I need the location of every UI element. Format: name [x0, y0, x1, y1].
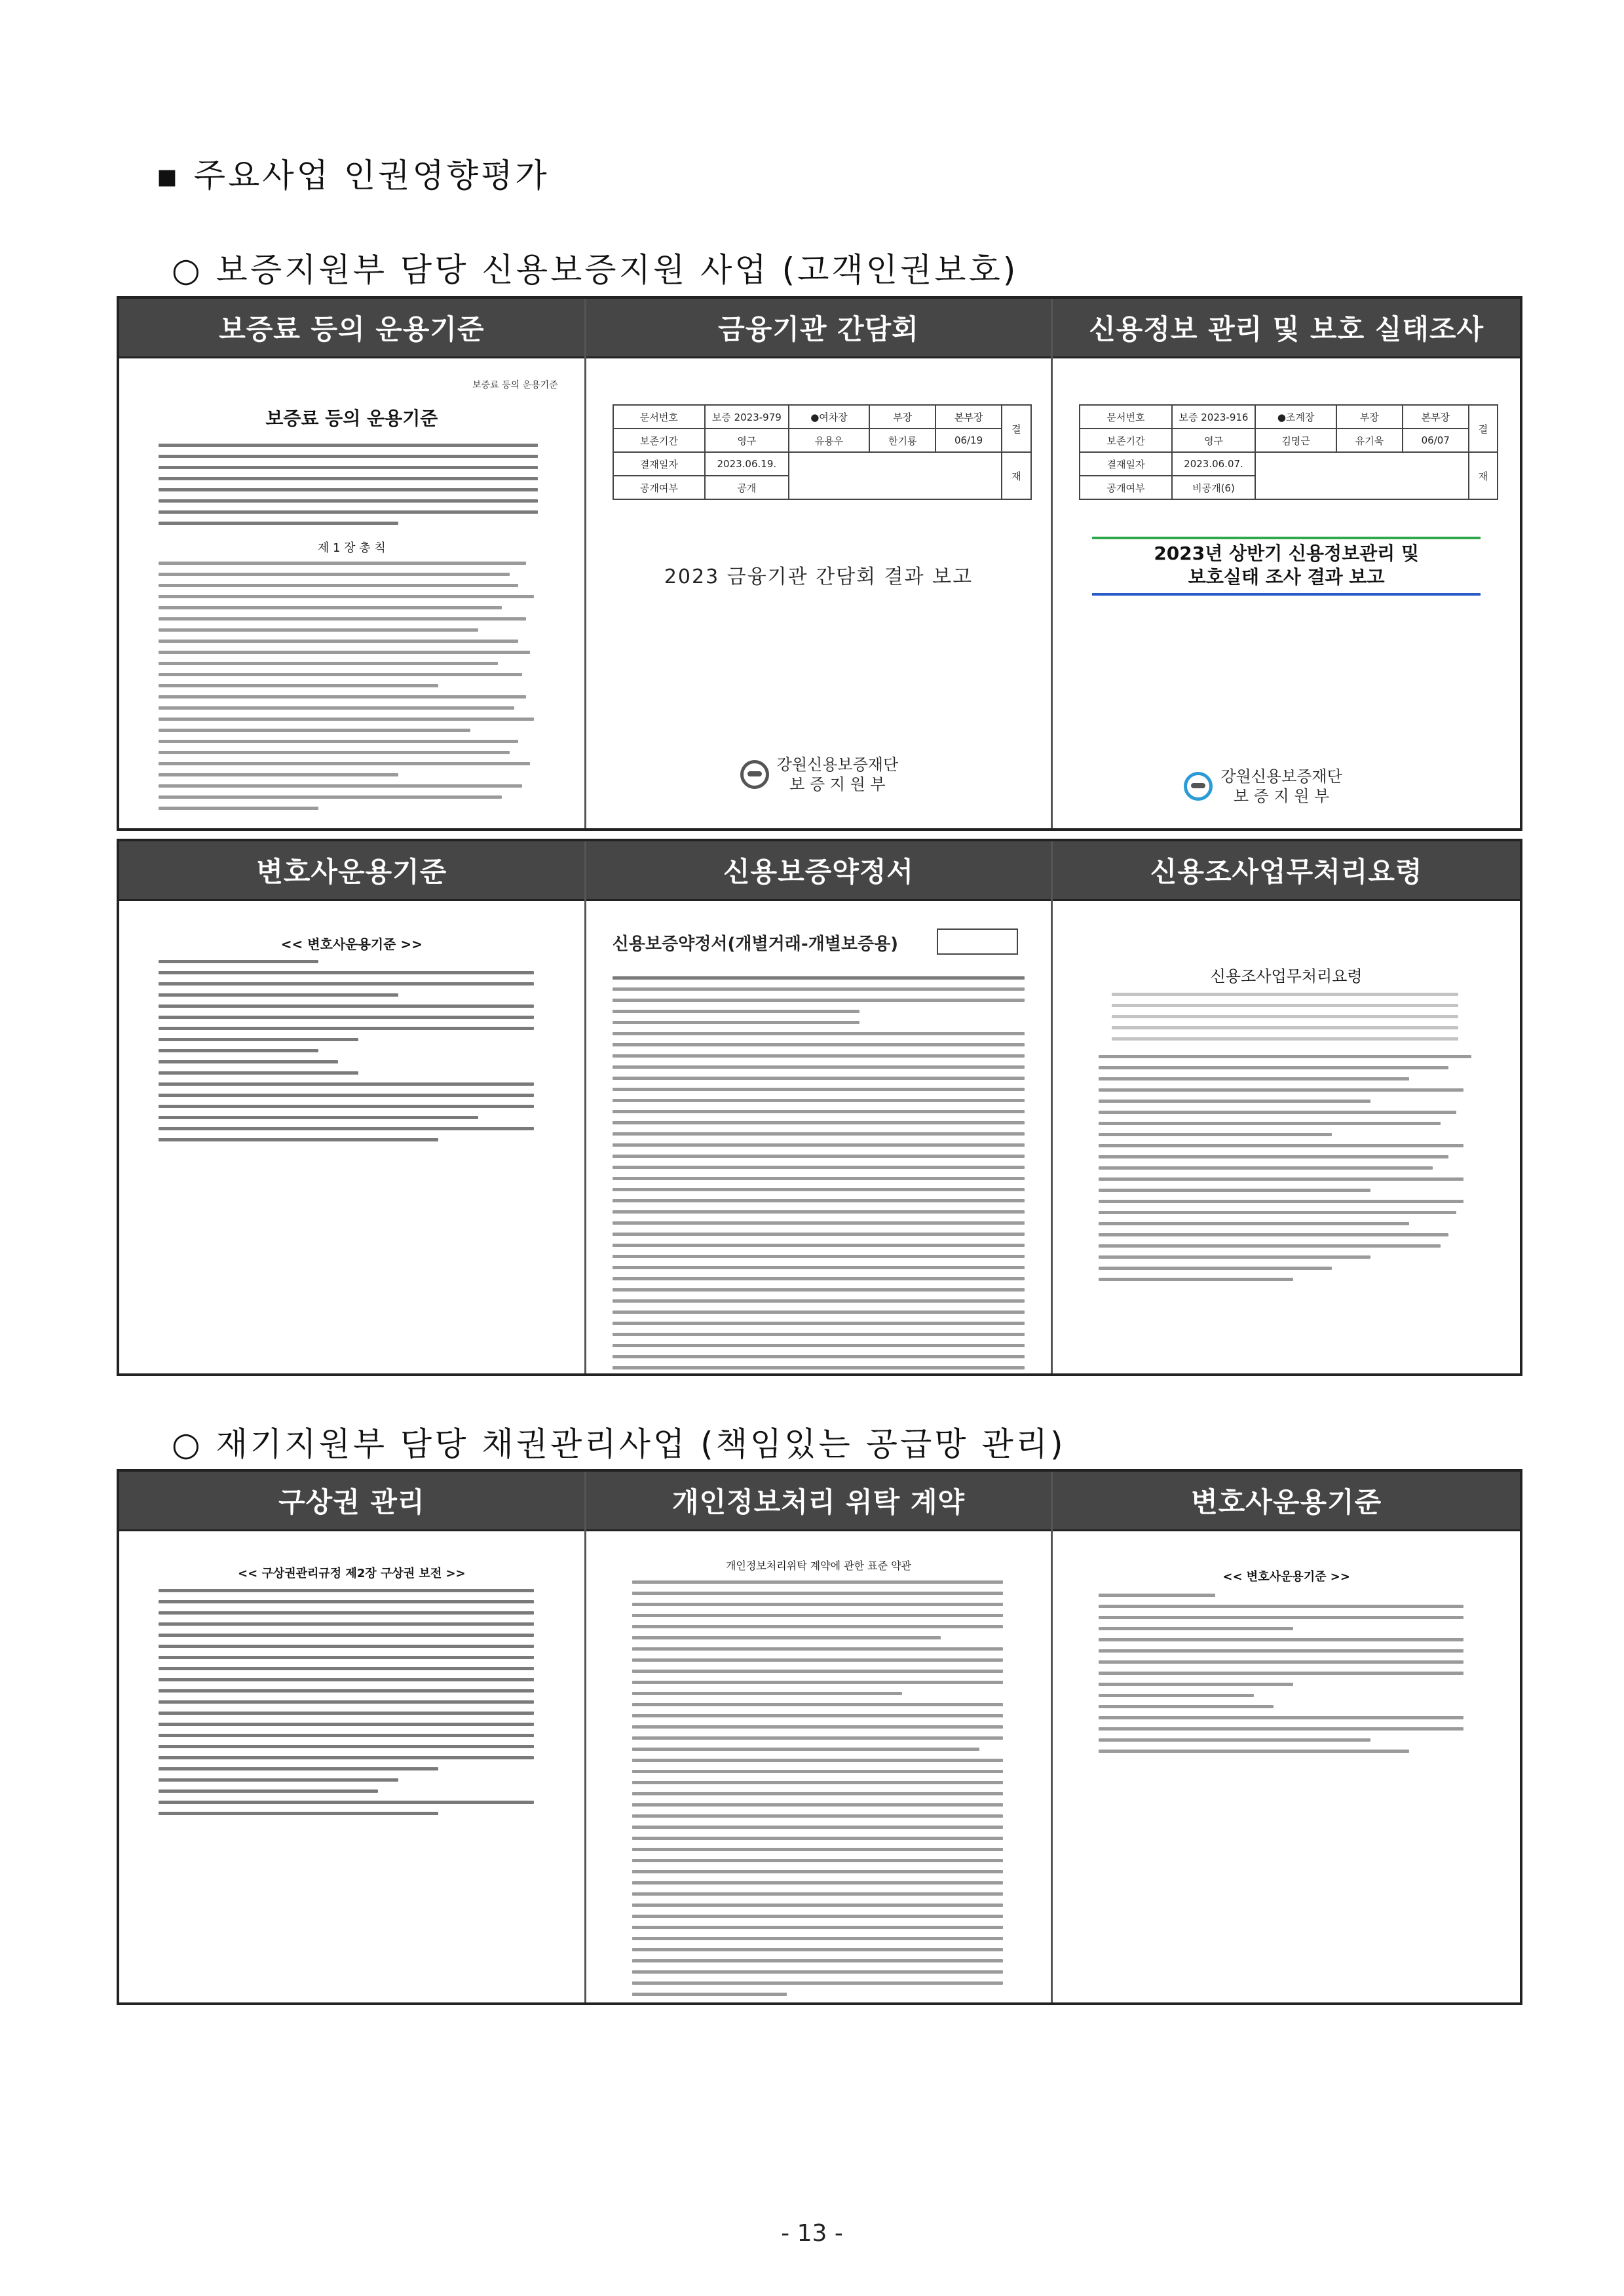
doc-title: 개인정보처리위탁 계약에 관한 표준 약관	[725, 1559, 912, 1572]
org-name: 강원신용보증재단	[776, 756, 899, 774]
thumb-guarantee-agreement	[586, 841, 1053, 1373]
org-stamp	[740, 755, 898, 794]
thumb-header: 보증료 등의 운용기준	[119, 299, 584, 358]
thumb-fee-standard: 보증료 등의 운용기준 보증료 등의 운용기준 보증료 등의 운용기준 제 1 장 총 칙	[119, 299, 586, 828]
thumb-privacy-outsourcing-contract	[586, 1472, 1053, 2002]
org-stamp	[1184, 767, 1342, 806]
thumb-header: 변호사운용기준	[1053, 1472, 1520, 1531]
doc-title: 보증료 등의 운용기준	[265, 408, 438, 429]
section1-title: ○ 보증지원부 담당 신용보증지원 사업 (고객인권보호)	[172, 251, 1019, 289]
page-number: - 13 -	[781, 2220, 843, 2247]
thumb-header: 구상권 관리	[119, 1472, 584, 1531]
thumb-lawyer-standard-2	[1053, 1472, 1520, 2002]
approval-table: 문서번호 보증 2023-979 ●여차장 부장 본부장 결 보존기간 영구 유용우 한기룡 06/19 결재일자 2023.06.19. 재 공개여부 공개	[613, 404, 1032, 500]
approval-table: 문서번호 보증 2023-916 ●조계장 부장 본부장 결 보존기간 영구 김명근 유기욱 06/07 결재일자 2023.06.07. 재 공개여부 비공개(6)	[1079, 404, 1498, 500]
report-title-line2: 보호실태 조사 결과 보고	[1188, 566, 1385, 588]
thumb-lawyer-standard	[119, 841, 586, 1373]
thumb-header: 신용정보 관리 및 보호 실태조사	[1053, 299, 1520, 358]
foundation-logo-icon	[1184, 772, 1213, 801]
doc-title: << 구상권관리규정 제2장 구상권 보전 >>	[238, 1567, 466, 1580]
org-name: 강원신용보증재단	[1220, 767, 1342, 786]
doc-title: << 변호사운용기준 >>	[1222, 1570, 1350, 1584]
thumb-credit-info-survey	[1053, 299, 1520, 828]
thumb-credit-survey-guide	[1053, 841, 1520, 1373]
thumb-header: 신용보증약정서	[586, 841, 1051, 901]
thumb-header: 신용조사업무처리요령	[1053, 841, 1520, 901]
org-dept: 보 증 지 원 부	[789, 775, 886, 794]
image-grid-2	[117, 839, 1522, 1376]
thumb-header: 금융기관 간담회	[586, 299, 1051, 358]
doc-title: 신용보증약정서(개별거래-개별보증용)	[612, 934, 899, 954]
report-title: 2023 금융기관 간담회 결과 보고	[664, 565, 973, 588]
foundation-logo-icon	[740, 760, 769, 789]
image-grid-3	[117, 1469, 1522, 2005]
org-dept: 보 증 지 원 부	[1233, 787, 1330, 805]
section2-title: ○ 재기지원부 담당 채권관리사업 (책임있는 공급망 관리)	[172, 1425, 1066, 1463]
thumb-header: 변호사운용기준	[119, 841, 584, 901]
main-heading: ▪ 주요사업 인권영향평가	[156, 157, 550, 195]
thumb-header: 개인정보처리 위탁 계약	[586, 1472, 1051, 1531]
doc-chapter: 제 1 장 총 칙	[317, 541, 386, 555]
image-grid-1	[117, 296, 1522, 831]
doc-title: 신용조사업무처리요령	[1210, 967, 1363, 985]
doc-title: << 변호사운용기준 >>	[280, 936, 423, 952]
report-title-line1: 2023년 상반기 신용정보관리 및	[1154, 543, 1420, 564]
thumb-indemnity-management	[119, 1472, 586, 2002]
thumb-bank-meeting	[586, 299, 1053, 828]
